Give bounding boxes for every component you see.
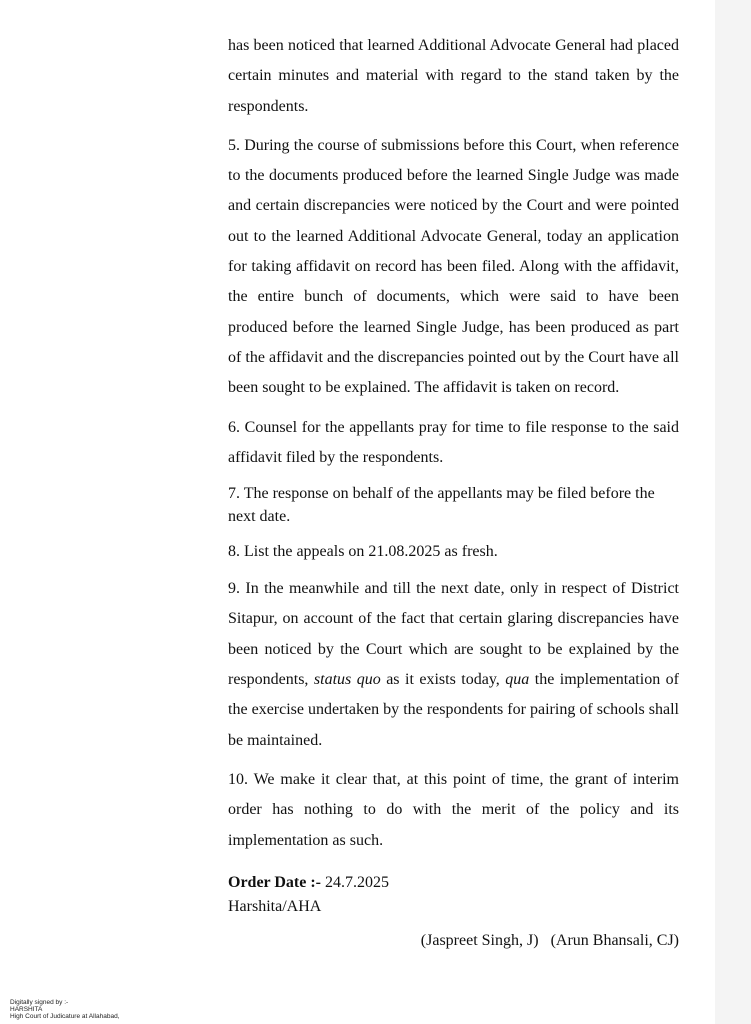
clerk-initials: Harshita/AHA	[228, 897, 322, 915]
paragraph-5: 5. During the course of submissions before this Court, when reference to the documents produced before the learned Single Judge was made and certain discrepancies were noticed by the Court and were pointed out to the learned Additional Advocate General, today an application for taking affidavit on record has been filed. Along with the affidavit, the entire bunch of documents, which were said to have been produced before the learned Single Judge, has been produced as part of the affidavit and the discrepancies pointed out by the Court have all been sought to be explained. The affidavit is taken on record.	[228, 136, 679, 397]
order-date-label: Order Date :-	[228, 873, 321, 891]
paragraph-9-text-c: the implementation of the exercise undertaken by the respondents for pairing of schools shall be maintained.	[228, 671, 680, 749]
paragraph-8: 8. List the appeals on 21.08.2025 as fresh.	[228, 543, 498, 561]
order-date-block	[228, 871, 679, 919]
paragraph-10: 10. We make it clear that, at this point of time, the grant of interim order has nothing to do with the merit of the policy and its implementation as such.	[228, 770, 679, 849]
paragraph-9-text-b: as it exists today,	[380, 671, 506, 689]
signature-line-1: Digitally signed by :-	[10, 999, 69, 1006]
status-quo-term: status quo	[313, 671, 381, 689]
signature-court: High Court of Judicature at Allahabad,	[10, 1013, 120, 1020]
signature-name: HARSHITA	[10, 1006, 43, 1013]
order-date-value: 24.7.2025	[321, 873, 389, 891]
paragraph-9	[228, 574, 679, 756]
paragraph-9-text-a: 9. In the meanwhile and till the next date, only in respect of District Sitapur, on account of the fact that certain glaring discrepancies have been noticed by the Court which are sought to be explained by the respondents,	[228, 580, 679, 689]
qua-term: qua	[505, 671, 530, 689]
order-date-line	[228, 871, 679, 895]
order-body	[228, 31, 679, 953]
judges-signatures	[228, 929, 679, 953]
paragraph-6: 6. Counsel for the appellants pray for time to file response to the said affidavit filed by the respondents.	[228, 418, 679, 466]
judge-arun-bhansali: (Arun Bhansali, CJ)	[550, 931, 679, 949]
digital-signature-note	[10, 999, 119, 1020]
paragraph-intro: has been noticed that learned Additional Advocate General had placed certain minutes and material with regard to the stand taken by the respondents.	[228, 37, 679, 115]
page-edge-margin	[715, 0, 751, 1024]
paragraph-7: 7. The response on behalf of the appellants may be filed before the next date.	[228, 485, 655, 526]
judge-jaspreet-singh: (Jaspreet Singh, J)	[420, 931, 539, 949]
